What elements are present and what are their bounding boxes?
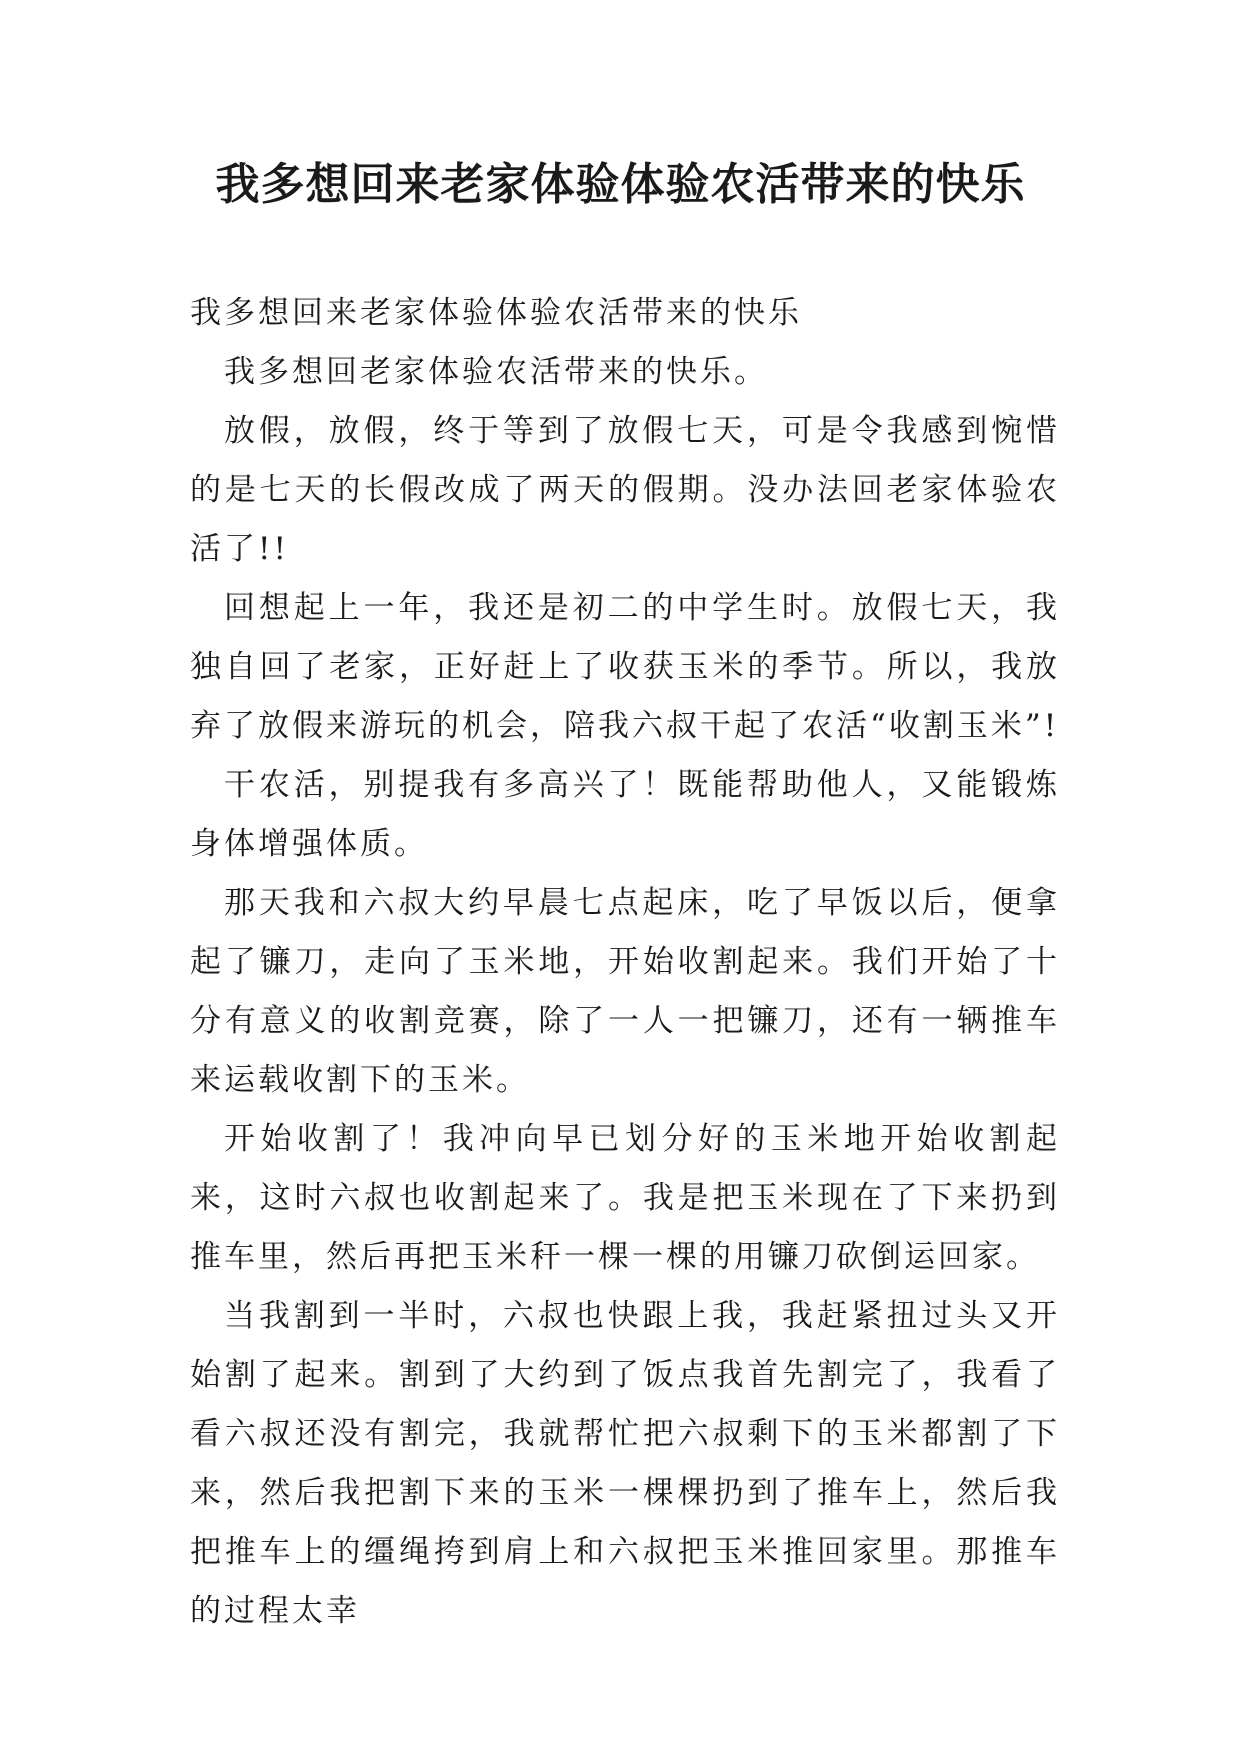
paragraph: 干农活，别提我有多高兴了！既能帮助他人，又能锻炼身体增强体质。 [190, 767, 1060, 862]
paragraph: 那天我和六叔大约早晨七点起床，吃了早饭以后，便拿起了镰刀，走向了玉米地，开始收割起来。我们开始了十分有意义的收割竞赛，除了一人一把镰刀，还有一辆推车来运载收割下的玉米。 [190, 885, 1060, 1098]
paragraph-lead-title: 我多想回来老家体验体验农活带来的快乐 [190, 295, 802, 331]
paragraph: 放假，放假，终于等到了放假七天，可是令我感到惋惜的是七天的长假改成了两天的假期。没办法回老家体验农活了!! [190, 413, 1060, 567]
paragraph: 回想起上一年，我还是初二的中学生时。放假七天，我独自回了老家，正好赶上了收获玉米的季节。所以，我放弃了放假来游玩的机会，陪我六叔干起了农活“收割玉米”! [190, 590, 1060, 744]
paragraph: 我多想回老家体验农活带来的快乐。 [224, 354, 768, 390]
paragraph: 开始收割了！我冲向早已划分好的玉米地开始收割起来，这时六叔也收割起来了。我是把玉米现在了下来扔到推车里，然后再把玉米秆一棵一棵的用镰刀砍倒运回家。 [190, 1121, 1060, 1275]
paragraph: 当我割到一半时，六叔也快跟上我，我赶紧扭过头又开始割了起来。割到了大约到了饭点我首先割完了，我看了看六叔还没有割完，我就帮忙把六叔剩下的玉米都割了下来，然后我把割下来的玉米一棵棵扔到了推车上，然后我把推车上的缰绳挎到肩上和六叔把玉米推回家里。那推车的过程太幸 [190, 1298, 1060, 1629]
document-title: 我多想回来老家体验体验农活带来的快乐 [215, 159, 1026, 210]
document-body [190, 284, 1060, 1641]
